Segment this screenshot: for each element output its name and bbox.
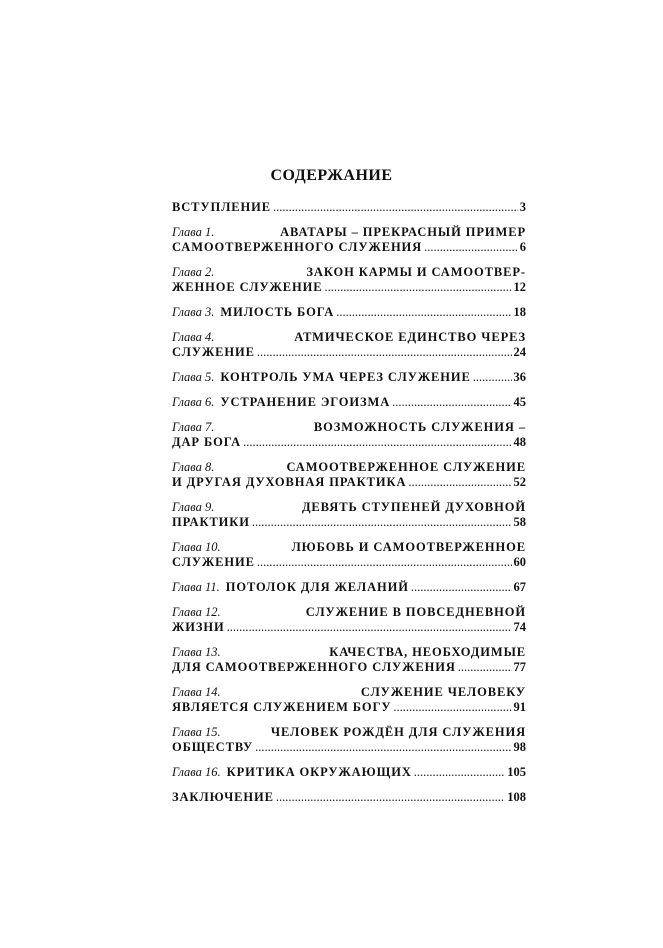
- chapter-label: Глава 6.: [172, 395, 215, 409]
- chapter-title: ДЕВЯТЬ СТУПЕНЕЙ ДУХОВНОЙ: [301, 500, 526, 514]
- toc-entry: [172, 500, 526, 530]
- toc-entry-line: [172, 580, 526, 595]
- toc-entry: [172, 225, 526, 255]
- chapter-title: ЛЮБОВЬ И САМООТВЕРЖЕННОЕ: [291, 540, 526, 554]
- dot-leader: [336, 305, 511, 320]
- chapter-title: СЛУЖЕНИЕ: [172, 345, 255, 359]
- page-number: 48: [513, 435, 526, 449]
- toc-entry-line: [172, 280, 526, 295]
- page-number: 45: [513, 395, 526, 409]
- toc-entry-line: [172, 555, 526, 570]
- toc-entry-line: [172, 370, 526, 385]
- dot-leader: [273, 200, 518, 215]
- page-number: 91: [513, 700, 526, 714]
- dot-leader: [458, 660, 512, 675]
- chapter-label: Глава 8.: [172, 460, 215, 474]
- dot-leader: [255, 740, 511, 755]
- chapter-title: УСТРАНЕНИЕ ЭГОИЗМА: [220, 395, 391, 409]
- page-number: 67: [513, 580, 526, 594]
- toc-entry-line: [172, 240, 526, 255]
- chapter-label: Глава 14.: [172, 685, 221, 699]
- toc-entry: [172, 790, 526, 805]
- chapter-title: ВОЗМОЖНОСТЬ СЛУЖЕНИЯ –: [313, 420, 526, 434]
- toc-entry-line: [172, 740, 526, 755]
- page-number: 98: [513, 740, 526, 754]
- dot-leader: [243, 435, 511, 450]
- chapter-title: АВАТАРЫ – ПРЕКРАСНЫЙ ПРИМЕР: [280, 225, 526, 239]
- toc-entry: [172, 645, 526, 675]
- toc-entry-line: [172, 435, 526, 450]
- chapter-title: МИЛОСТЬ БОГА: [220, 305, 335, 319]
- chapter-title: ЗАКЛЮЧЕНИЕ: [172, 790, 274, 804]
- page-number: 18: [513, 305, 526, 319]
- toc-entry: [172, 580, 526, 595]
- page-number: 3: [519, 200, 526, 214]
- toc-entry-line: [172, 395, 526, 410]
- chapter-label: Глава 9.: [172, 500, 215, 514]
- toc-entry-line: [172, 660, 526, 675]
- page-number: 52: [513, 475, 526, 489]
- toc-entry: [172, 540, 526, 570]
- page-number: 24: [513, 345, 526, 359]
- toc-entry: [172, 420, 526, 450]
- chapter-title: ВСТУПЛЕНИЕ: [172, 200, 272, 214]
- chapter-title: ЯВЛЯЕТСЯ СЛУЖЕНИЕМ БОГУ: [172, 700, 392, 714]
- chapter-title: КРИТИКА ОКРУЖАЮЩИХ: [226, 765, 412, 779]
- toc-entry-line: [172, 265, 526, 280]
- toc-entry-line: [172, 685, 526, 700]
- chapter-title: ДАР БОГА: [172, 435, 242, 449]
- toc-entry: [172, 395, 526, 410]
- chapter-label: Глава 12.: [172, 605, 221, 619]
- chapter-label: Глава 2.: [172, 265, 215, 279]
- page-number: 6: [519, 240, 526, 254]
- chapter-label: Глава 10.: [172, 540, 221, 554]
- dot-leader: [227, 620, 512, 635]
- chapter-title: ОБЩЕСТВУ: [172, 740, 254, 754]
- toc-entry-line: [172, 200, 526, 215]
- chapter-label: Глава 7.: [172, 420, 215, 434]
- chapter-title: ЖИЗНИ: [172, 620, 225, 634]
- chapter-label: Глава 11.: [172, 580, 220, 594]
- chapter-title: ПОТОЛОК ДЛЯ ЖЕЛАНИЙ: [225, 580, 409, 594]
- toc-entry-line: [172, 515, 526, 530]
- toc-entry: [172, 305, 526, 320]
- dot-leader: [257, 555, 512, 570]
- chapter-title: СЛУЖЕНИЕ: [172, 555, 255, 569]
- chapter-label: Глава 16.: [172, 765, 221, 779]
- chapter-title: ЗАКОН КАРМЫ И САМООТВЕР-: [306, 265, 526, 279]
- toc-entry-line: [172, 500, 526, 515]
- toc-entry-line: [172, 305, 526, 320]
- dot-leader: [276, 790, 505, 805]
- toc-entry-line: [172, 645, 526, 660]
- toc-list: [172, 200, 526, 815]
- page-number: 58: [513, 515, 526, 529]
- dot-leader: [252, 515, 512, 530]
- toc-entry: [172, 685, 526, 715]
- dot-leader: [424, 240, 518, 255]
- toc-entry-line: [172, 700, 526, 715]
- dot-leader: [411, 580, 512, 595]
- toc-entry: [172, 605, 526, 635]
- page-number: 77: [513, 660, 526, 674]
- dot-leader: [408, 475, 511, 490]
- dot-leader: [392, 395, 511, 410]
- toc-entry-line: [172, 765, 526, 780]
- toc-entry-line: [172, 725, 526, 740]
- toc-entry-line: [172, 790, 526, 805]
- chapter-title: СЛУЖЕНИЕ В ПОВСЕДНЕВНОЙ: [305, 605, 526, 619]
- chapter-title: КОНТРОЛЬ УМА ЧЕРЕЗ СЛУЖЕНИЕ: [220, 370, 471, 384]
- dot-leader: [393, 700, 511, 715]
- toc-entry-line: [172, 475, 526, 490]
- page-number: 12: [513, 280, 526, 294]
- page-number: 60: [513, 555, 526, 569]
- chapter-label: Глава 5.: [172, 370, 215, 384]
- dot-leader: [414, 765, 505, 780]
- chapter-title: ЧЕЛОВЕК РОЖДЁН ДЛЯ СЛУЖЕНИЯ: [270, 725, 526, 739]
- dot-leader: [473, 370, 512, 385]
- chapter-title: ЖЕННОЕ СЛУЖЕНИЕ: [172, 280, 323, 294]
- toc-entry-line: [172, 540, 526, 555]
- chapter-title: И ДРУГАЯ ДУХОВНАЯ ПРАКТИКА: [172, 475, 407, 489]
- dot-leader: [257, 345, 512, 360]
- chapter-label: Глава 3.: [172, 305, 215, 319]
- toc-entry: [172, 725, 526, 755]
- toc-entry: [172, 765, 526, 780]
- toc-entry-line: [172, 345, 526, 360]
- toc-entry-line: [172, 605, 526, 620]
- chapter-title: ДЛЯ САМООТВЕРЖЕННОГО СЛУЖЕНИЯ: [172, 660, 456, 674]
- toc-heading: СОДЕРЖАНИЕ: [270, 167, 393, 184]
- chapter-label: Глава 13.: [172, 645, 221, 659]
- chapter-title: САМООТВЕРЖЕННОГО СЛУЖЕНИЯ: [172, 240, 423, 254]
- page-number: 74: [513, 620, 526, 634]
- toc-entry: [172, 460, 526, 490]
- chapter-title: САМООТВЕРЖЕННОЕ СЛУЖЕНИЕ: [286, 460, 526, 474]
- toc-entry: [172, 265, 526, 295]
- toc-entry: [172, 330, 526, 360]
- toc-entry-line: [172, 620, 526, 635]
- chapter-label: Глава 1.: [172, 225, 215, 239]
- chapter-title: СЛУЖЕНИЕ ЧЕЛОВЕКУ: [360, 685, 526, 699]
- toc-entry: [172, 200, 526, 215]
- toc-entry-line: [172, 225, 526, 240]
- dot-leader: [325, 280, 512, 295]
- page-number: 105: [507, 765, 526, 779]
- toc-entry-line: [172, 420, 526, 435]
- page-number: 108: [507, 790, 526, 804]
- chapter-label: Глава 15.: [172, 725, 221, 739]
- toc-entry-line: [172, 460, 526, 475]
- page-number: 36: [513, 370, 526, 384]
- chapter-title: АТМИЧЕСКОЕ ЕДИНСТВО ЧЕРЕЗ: [294, 330, 526, 344]
- chapter-title: ПРАКТИКИ: [172, 515, 250, 529]
- chapter-label: Глава 4.: [172, 330, 215, 344]
- chapter-title: КАЧЕСТВА, НЕОБХОДИМЫЕ: [329, 645, 526, 659]
- toc-entry: [172, 370, 526, 385]
- toc-entry-line: [172, 330, 526, 345]
